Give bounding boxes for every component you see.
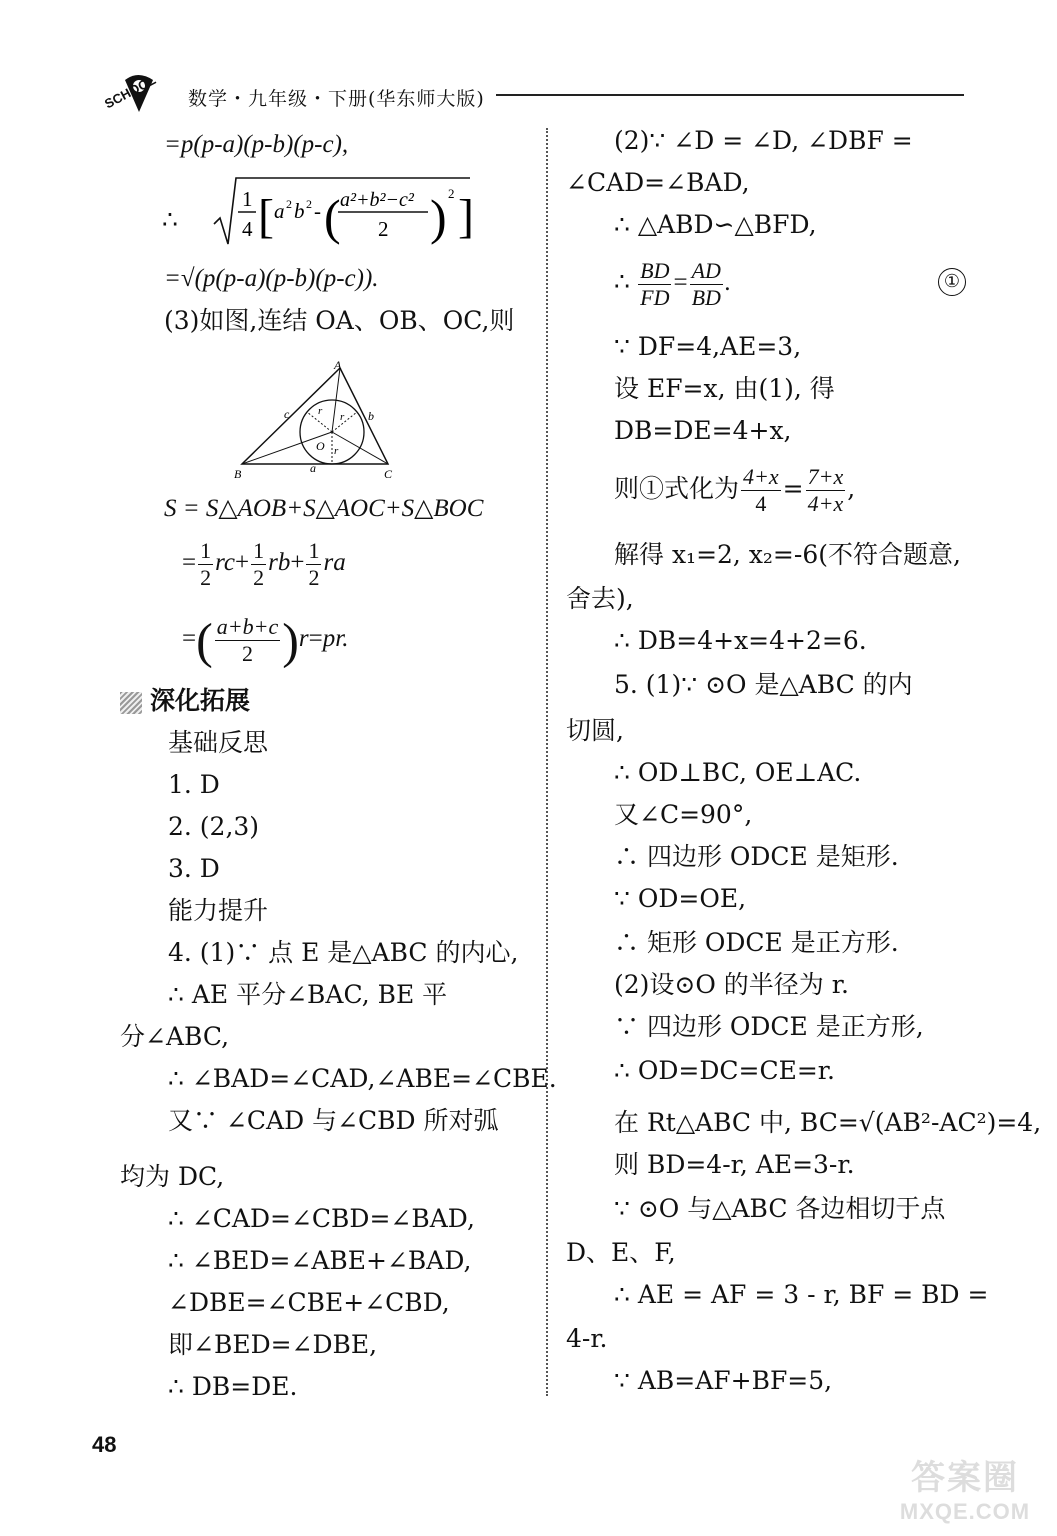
svg-text:2: 2 xyxy=(448,186,455,201)
vertex-a-label: A xyxy=(334,358,342,372)
answer-3: 3. D xyxy=(168,854,220,883)
side-b-label: b xyxy=(368,409,374,423)
area-fraction-line: = $\frac{1}{2}$ rc+ $\frac{1}{2}$ rb+ $\frac{1}{2}$ ra xyxy=(182,538,346,590)
r-line: ∵ ⊙O 与△ABC 各边相切于点 xyxy=(614,1194,946,1223)
r-line: 则 BD=4-r, AE=3-r. xyxy=(614,1150,855,1179)
section-icon xyxy=(120,692,142,714)
r-line: ∴ OD⊥BC, OE⊥AC. xyxy=(614,758,862,787)
r-line: 舍去), xyxy=(566,584,634,613)
q4-line: 即∠BED=∠DBE, xyxy=(168,1330,378,1359)
answer-2: 2. (2,3) xyxy=(168,812,260,841)
q4-line: 均为 DC, xyxy=(120,1162,225,1191)
radius-label: r xyxy=(340,411,345,423)
svg-text:(: ( xyxy=(324,189,341,245)
center-o-label: O xyxy=(316,439,325,453)
subsection-ability: 能力提升 xyxy=(168,896,269,925)
header-title: 数学・九年级・下册(华东师大版) xyxy=(188,88,485,110)
r-line: ∴ 矩形 ODCE 是正方形. xyxy=(614,928,899,957)
svg-text:2: 2 xyxy=(306,197,312,211)
r-line: 设 EF=x, 由(1), 得 xyxy=(614,374,835,403)
r-line: ∵ DF=4,AE=3, xyxy=(614,332,802,361)
svg-text:-: - xyxy=(314,199,321,223)
heron-root-expression xyxy=(212,172,474,250)
r-line: 又∠C=90°, xyxy=(614,800,753,829)
ratio-equation: ∴ $\frac{BD}{FD}$ = $\frac{AD}{BD}$ . xyxy=(614,258,732,310)
q4-line: ∴ ∠BAD=∠CAD,∠ABE=∠CBE. xyxy=(168,1064,557,1093)
vertex-c-label: C xyxy=(384,467,393,481)
q4-line: ∴ ∠BED=∠ABE+∠BAD, xyxy=(168,1246,472,1275)
svg-text:a: a xyxy=(274,199,285,223)
r-line: 5. (1)∵ ⊙O 是△ABC 的内 xyxy=(614,670,913,699)
r-line: 在 Rt△ABC 中, BC=√(AB²-AC²)=4, xyxy=(614,1108,1042,1137)
r-line: 解得 x₁=2, x₂=-6(不符合题意, xyxy=(614,540,961,569)
r-line: ∴ AE = AF = 3 - r, BF = BD = xyxy=(614,1280,989,1309)
svg-text:b: b xyxy=(294,199,305,223)
svg-text:4: 4 xyxy=(242,217,253,241)
q4-line: 分∠ABC, xyxy=(120,1022,230,1051)
svg-text:2: 2 xyxy=(378,217,389,241)
q4-line: 4. (1)∵ 点 E 是△ABC 的内心, xyxy=(168,938,519,967)
side-a-label: a xyxy=(310,461,316,475)
column-divider xyxy=(546,128,548,1396)
svg-text:2: 2 xyxy=(286,197,292,211)
side-c-label: c xyxy=(284,407,290,421)
q4-line: ∴ ∠CAD=∠CBD=∠BAD, xyxy=(168,1204,475,1233)
subsection-basic: 基础反思 xyxy=(168,728,269,757)
r-line: ∵ OD=OE, xyxy=(614,884,747,913)
r-line: ∴ 四边形 ODCE 是矩形. xyxy=(614,842,899,871)
r-line: ∴ OD=DC=CE=r. xyxy=(614,1056,835,1085)
r-line: ∵ 四边形 ODCE 是正方形, xyxy=(614,1012,924,1041)
formula-line: =p(p-a)(p-b)(p-c), xyxy=(164,131,349,158)
heron-formula-result: =√(p(p-a)(p-b)(p-c)). xyxy=(164,265,379,292)
watermark-url: MXQE.COM xyxy=(899,1499,1031,1524)
q4-line: ∴ DB=DE. xyxy=(168,1372,298,1401)
q4-line: 又∵ ∠CAD 与∠CBD 所对弧 xyxy=(168,1106,499,1135)
area-result-line: =( $\frac{a+b+c}{2}$ )r=pr. xyxy=(182,612,349,669)
r-line: D、E、F, xyxy=(566,1238,676,1267)
r-line: ∴ DB=4+x=4+2=6. xyxy=(614,626,867,655)
logo-text: SCHOOL xyxy=(102,72,159,112)
radius-label: r xyxy=(334,445,339,457)
r-line: (2)∵ ∠D = ∠D, ∠DBF = xyxy=(614,126,913,155)
svg-text:[: [ xyxy=(258,190,274,243)
watermark xyxy=(880,1450,1050,1530)
r-line: ∵ AB=AF+BF=5, xyxy=(614,1366,833,1395)
r-line: 切圆, xyxy=(566,716,624,745)
equation-marker: ① xyxy=(938,268,966,296)
svg-text:a²+b²−c²: a²+b²−c² xyxy=(340,189,414,211)
section-heading: 深化拓展 xyxy=(120,686,250,716)
r-line: ∠CAD=∠BAD, xyxy=(566,168,750,197)
q4-line: ∠DBE=∠CBE+∠CBD, xyxy=(168,1288,450,1317)
header-rule xyxy=(496,94,964,96)
radius-label: r xyxy=(318,405,323,417)
svg-text:): ) xyxy=(430,189,447,245)
substituted-equation: 则①式化为 $\frac{4+x}{4}$ = $\frac{7+x}{4+x}$ , xyxy=(614,464,856,516)
school-logo xyxy=(95,62,181,132)
svg-text:1: 1 xyxy=(242,187,253,211)
incircle-triangle-figure xyxy=(228,356,408,484)
r-line: 4-r. xyxy=(566,1324,608,1353)
watermark-logo: 答案圈 xyxy=(911,1459,1019,1497)
q4-line: ∴ AE 平分∠BAC, BE 平 xyxy=(168,980,448,1009)
vertex-b-label: B xyxy=(234,467,242,481)
r-line: ∴ △ABD∽△BFD, xyxy=(614,210,817,239)
therefore-symbol: ∴ xyxy=(162,205,178,234)
page-number: 48 xyxy=(92,1432,117,1457)
svg-text:]: ] xyxy=(458,190,474,243)
answer-1: 1. D xyxy=(168,770,220,799)
r-line: DB=DE=4+x, xyxy=(614,416,792,445)
r-line: (2)设⊙O 的半径为 r. xyxy=(614,970,849,999)
area-sum-line: S = S△AOB+S△AOC+S△BOC xyxy=(164,495,484,522)
solution-step-3: (3)如图,连结 OA、OB、OC,则 xyxy=(164,306,515,335)
